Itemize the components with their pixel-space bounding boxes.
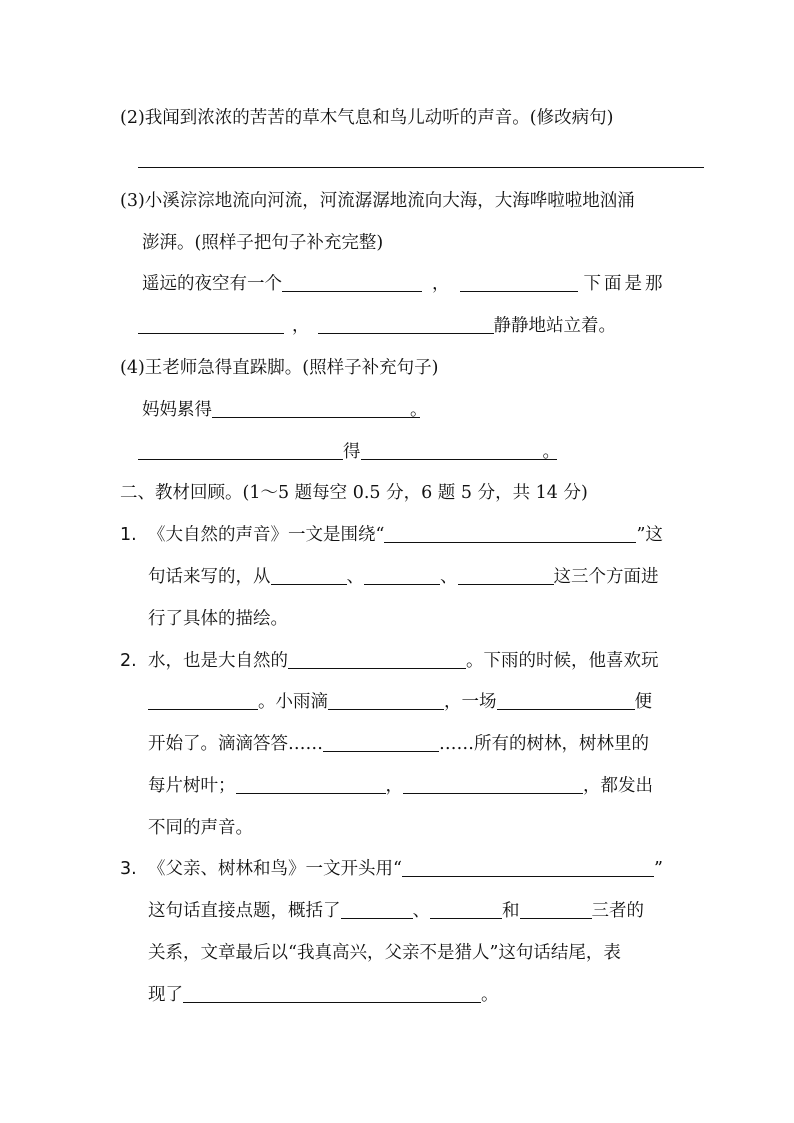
q4-blank-1[interactable] — [212, 399, 420, 418]
section2-heading: 二、教材回顾。(1～5 题每空 0.5 分，6 题 5 分，共 14 分) — [120, 483, 588, 503]
item2-blank-7[interactable] — [403, 775, 583, 794]
item2-text-g: ……所有的树林，树林里的 — [439, 734, 649, 754]
item2-line5: 不同的声音。 — [148, 818, 253, 838]
q4-answer-line2 — [142, 398, 428, 422]
item3-blank-3[interactable] — [430, 900, 502, 919]
item1-text-a: 《大自然的声音》一文是围绕“ — [148, 525, 385, 545]
item3-text-e: 和 — [502, 901, 520, 921]
item1-blank-2[interactable] — [271, 566, 347, 585]
item2-text-c: 。小雨滴 — [258, 692, 328, 712]
item1-line1 — [148, 523, 663, 547]
item1-text-d: 、 — [346, 567, 364, 587]
item2-line2 — [148, 690, 652, 714]
q3-answer-line3 — [142, 272, 666, 296]
item3-line1 — [148, 857, 663, 881]
q3-blank-4[interactable] — [318, 315, 494, 334]
item2-line4 — [148, 774, 653, 798]
item3-text-a: 《父亲、树林和鸟》一文开头用“ — [148, 859, 402, 879]
item2-blank-2[interactable] — [148, 691, 258, 710]
item2-text-j: ，都发出 — [583, 776, 653, 796]
item2-blank-6[interactable] — [236, 775, 386, 794]
item2-text-a: 水，也是大自然的 — [148, 651, 288, 671]
q4-text-a: 妈妈累得 — [142, 400, 212, 420]
item3-text-h: 。 — [481, 985, 499, 1005]
q3-text-b: ， — [432, 274, 450, 294]
q2-prompt: (2)我闻到浓浓的苦苦的草木气息和鸟儿动听的声音。(修改病句) — [120, 108, 614, 128]
item2-blank-4[interactable] — [497, 691, 635, 710]
q3-text-e: 静静地站立着。 — [493, 316, 616, 336]
item2-blank-5[interactable] — [323, 733, 439, 752]
item1-blank-4[interactable] — [458, 566, 554, 585]
q4-blank-3[interactable] — [361, 441, 557, 460]
q4-prompt-line1: (4)王老师急得直跺脚。(照样子补充句子) — [120, 358, 439, 378]
item3-text-f: 三者的 — [591, 901, 644, 921]
item2-text-e: 便 — [634, 692, 652, 712]
item3-blank-1[interactable] — [402, 858, 654, 877]
item2-blank-1[interactable] — [288, 650, 466, 669]
item1-text-c: 句话来写的，从 — [148, 567, 271, 587]
item2-line3 — [148, 732, 649, 756]
item2-text-f: 开始了。滴滴答答…… — [148, 734, 323, 754]
item1-text-f: 这三个方面进 — [553, 567, 659, 587]
q4-blank-2[interactable] — [138, 441, 343, 460]
item1-text-e: 、 — [440, 567, 458, 587]
q4-answer-line3 — [138, 440, 560, 464]
q3-blank-2[interactable] — [460, 273, 578, 292]
item3-blank-4[interactable] — [520, 900, 592, 919]
item3-text-d: 、 — [412, 901, 430, 921]
q3-text-d: ， — [292, 316, 310, 336]
q3-prompt-line2: 澎湃。(照样子把句子补充完整) — [142, 233, 384, 253]
item3-line3: 关系，文章最后以“我真高兴，父亲不是猎人”这句话结尾，表 — [148, 943, 621, 963]
item2-line1 — [148, 649, 659, 673]
item3-text-b: ” — [653, 859, 663, 879]
q2-answer-line[interactable] — [138, 167, 704, 168]
q3-text-c: 下面是那 — [583, 274, 666, 294]
item3-line2 — [148, 899, 644, 923]
q4-text-c: 得 — [343, 442, 361, 462]
item3-text-g: 现了 — [148, 985, 183, 1005]
item3-line4 — [148, 983, 499, 1007]
item1-line2 — [148, 565, 659, 589]
item1-number: 1. — [120, 525, 137, 545]
item3-number: 3. — [120, 859, 137, 879]
q3-prompt-line1: (3)小溪淙淙地流向河流，河流潺潺地流向大海，大海哗啦啦地汹涌 — [120, 191, 635, 211]
item2-number: 2. — [120, 651, 137, 671]
q3-text-a: 遥远的夜空有一个 — [142, 274, 282, 294]
q3-answer-line4 — [138, 314, 616, 338]
item3-blank-2[interactable] — [341, 900, 413, 919]
item3-text-c: 这句话直接点题，概括了 — [148, 901, 341, 921]
item1-blank-3[interactable] — [364, 566, 440, 585]
item1-text-b: ”这 — [636, 525, 663, 545]
q4-text-b: 。 — [410, 400, 428, 420]
item2-text-d: ，一场 — [444, 692, 497, 712]
q4-text-d: 。 — [542, 442, 560, 462]
item3-blank-5[interactable] — [183, 984, 481, 1003]
q3-blank-3[interactable] — [138, 315, 284, 334]
item2-text-i: ， — [385, 776, 403, 796]
item2-text-b: 。下雨的时候，他喜欢玩 — [466, 651, 659, 671]
q3-blank-1[interactable] — [282, 273, 422, 292]
item2-blank-3[interactable] — [328, 691, 444, 710]
item1-line3: 行了具体的描绘。 — [148, 609, 288, 629]
item2-text-h: 每片树叶； — [148, 776, 236, 796]
item1-blank-1[interactable] — [384, 524, 636, 543]
